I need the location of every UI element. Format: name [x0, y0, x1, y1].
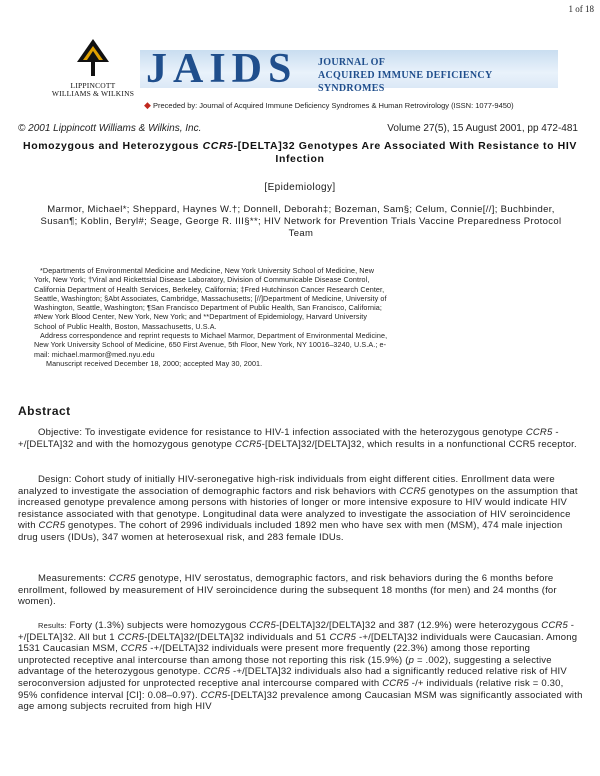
copyright: © 2001 Lippincott Williams & Wilkins, Inc.: [18, 123, 202, 134]
abstract-heading: Abstract: [18, 404, 71, 418]
correspondence: Address correspondence and reprint requests to Michael Marmor, Department of Environmental Medicine, New York University School of Medicine, 650 First Avenue, 5th Floor, New York, NY 10016–3240, U.S.A.; e-mail: michael.marmor@med.nyu.edu: [34, 331, 388, 359]
author-list: Marmor, Michael*; Sheppard, Haynes W.†; Donnell, Deborah‡; Bozeman, Sam§; Celum, Connie[//]; Buchbinder, Susan¶; Koblin, Beryl#; Seage, George R. III§**; HIV Network for Prevention Trials Vaccine Preparedness Protocol Team: [40, 204, 562, 239]
publisher-logo-text: LIPPINCOTT WILLIAMS & WILKINS: [51, 81, 135, 98]
journal-header: [48, 38, 558, 118]
affiliations-block: [34, 266, 390, 368]
journal-banner: [140, 46, 558, 94]
preceded-by-note: ◆ Preceded by: Journal of Acquired Immune Deficiency Syndromes & Human Retrovirology (ISSN: 1077-9450): [144, 100, 514, 110]
abstract-measurements: Measurements: CCR5 genotype, HIV serostatus, demographic factors, and risk behaviors during the 6 months before enrollment, followed by measurement of HIV seroincidence during the subsequent 18 months (for men) and 24 months (for women).: [18, 573, 557, 608]
journal-name: JOURNAL OF ACQUIRED IMMUNE DEFICIENCY SYNDROMES: [318, 57, 493, 94]
abstract-objective: Objective: To investigate evidence for resistance to HIV-1 infection associated with the heterozygous genotype CCR5 -+/[DELTA]32 and with the homozygous genotype CCR5-[DELTA]32/[DELTA]32, which results in a nonfunctional CCR5 receptor.: [18, 427, 577, 450]
abstract-design: Design: Cohort study of initially HIV-seronegative high-risk individuals from eight different cities. Enrollment data were analyzed to investigate the association of demographic factors and risk behaviors with CCR5 genotypes on the assumption that increased genotype prevalence among persons with histories of longer or more intensive exposure to HIV would indicate HIV resistance associated with that genotype. Longitudinal data were analyzed to investigate the association of HIV seroincidence with CCR5 genotypes. The cohort of 2996 individuals included 1892 men who have sex with men (MSM), 474 male injection drug users (IDUs), 347 women at heterosexual risk, and 283 female IDUs.: [18, 474, 578, 543]
journal-abbrev: JAIDS: [146, 46, 298, 92]
citation: Volume 27(5), 15 August 2001, pp 472-481: [387, 123, 578, 134]
diamond-icon: ◆: [144, 100, 151, 110]
article-title: Homozygous and Heterozygous CCR5-[DELTA]32 Genotypes Are Associated With Resistance to HIV Infection: [23, 140, 577, 165]
article-subject: [Epidemiology]: [264, 182, 336, 193]
affiliations: *Departments of Environmental Medicine and Medicine, New York University School of Medicine, New York, New York; †Viral and Rickettsial Disease Laboratory, Division of Communicable Disease Control, California Department of Health Services, Berkeley, California; ‡Fred Hutchinson Cancer Research Center, Seattle, Washington; §Abt Associates, Cambridge, Massachusetts; [//]Department of Medicine, University of Washington, Seattle, Washington; ¶San Francisco Department of Public Health, San Francisco, California; #New York Blood Center, New York, New York; and **Department of Epidemiology, Harvard University School of Public Health, Boston, Massachusetts, U.S.A.: [34, 266, 387, 331]
page-indicator: 1 of 18: [568, 4, 594, 14]
publisher-logo-icon: [76, 38, 110, 78]
citation-line: [18, 123, 578, 134]
manuscript-dates: Manuscript received December 18, 2000; accepted May 30, 2001.: [46, 358, 263, 368]
abstract-results: Results: Forty (1.3%) subjects were homozygous CCR5-[DELTA]32/[DELTA]32 and 387 (12.9%) were heterozygous CCR5 -+/[DELTA]32. All but 1 CCR5-[DELTA]32/[DELTA]32 individuals and 51 CCR5 -+/[DELTA]32 individuals were Caucasian. Among 1531 Caucasian MSM, CCR5 -+/[DELTA]32 individuals were present more frequently (22.3%) among those reporting unprotected receptive anal intercourse than among those not reporting this risk (15.9%) (p = .002), suggesting a selective advantage of the heterozygous genotype. CCR5 -+/[DELTA]32 individuals also had a significantly reduced relative risk of HIV seroconversion adjusted for unprotected receptive anal intercourse compared with CCR5 -/+ individuals (relative risk = 0.30, 95% confidence interval [CI]: 0.08–0.97). CCR5-[DELTA]32 prevalence among Caucasian MSM was significantly associated with age among subjects recruited from high HIV: [18, 620, 583, 713]
